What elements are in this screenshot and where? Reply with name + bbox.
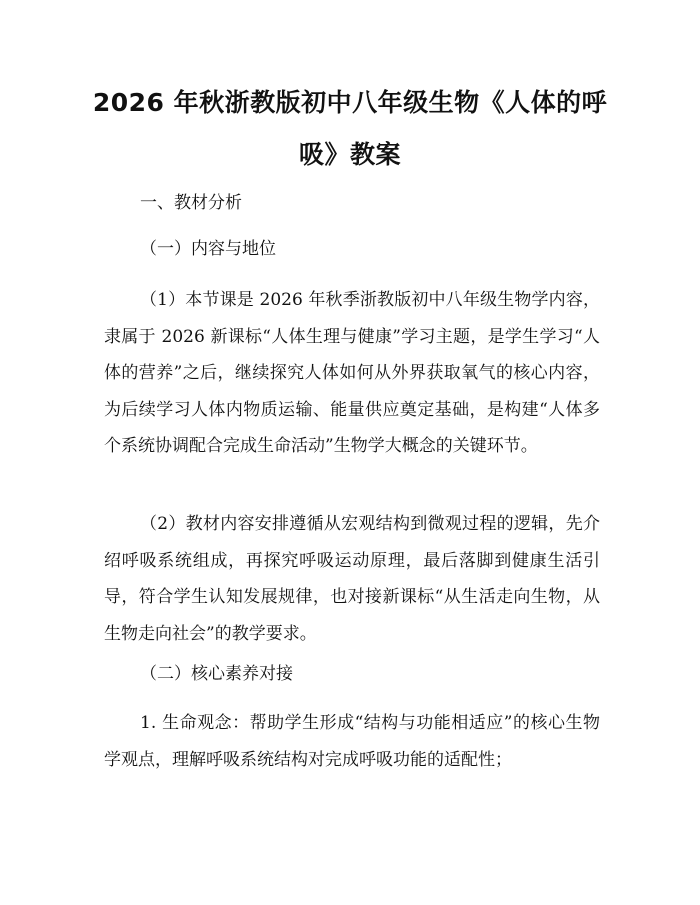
paragraph: 1. 生命观念：帮助学生形成“结构与功能相适应”的核心生物学观点，理解呼吸系统结构对完成呼吸功能的适配性； bbox=[104, 713, 600, 770]
paragraph: （2）教材内容安排遵循从宏观结构到微观过程的逻辑，先介绍呼吸系统组成，再探究呼吸运动原理，最后落脚到健康生活引导，符合学生认知发展规律，也对接新课标“从生活走向生物，从生物走向社会”的教学要求。 bbox=[104, 514, 600, 644]
document-title: 2026 年秋浙教版初中八年级生物《人体的呼吸》教案 bbox=[92, 88, 608, 169]
paragraph: （1）本节课是 2026 年秋季浙教版初中八年级生物学内容，隶属于 2026 新课标“人体生理与健康”学习主题，是学生学习“人体的营养”之后，继续探究人体如何从外界获取氧气的核心内容，为后续学习人体内物质运输、能量供应奠定基础，是构建“人体多个系统协调配合完成生命活动”生物学大概念的关键环节。 bbox=[104, 290, 600, 456]
subsection-heading: （二）核心素养对接 bbox=[140, 664, 293, 684]
section-heading: 一、教材分析 bbox=[140, 193, 242, 213]
subsection-heading: （一）内容与地位 bbox=[140, 239, 276, 259]
